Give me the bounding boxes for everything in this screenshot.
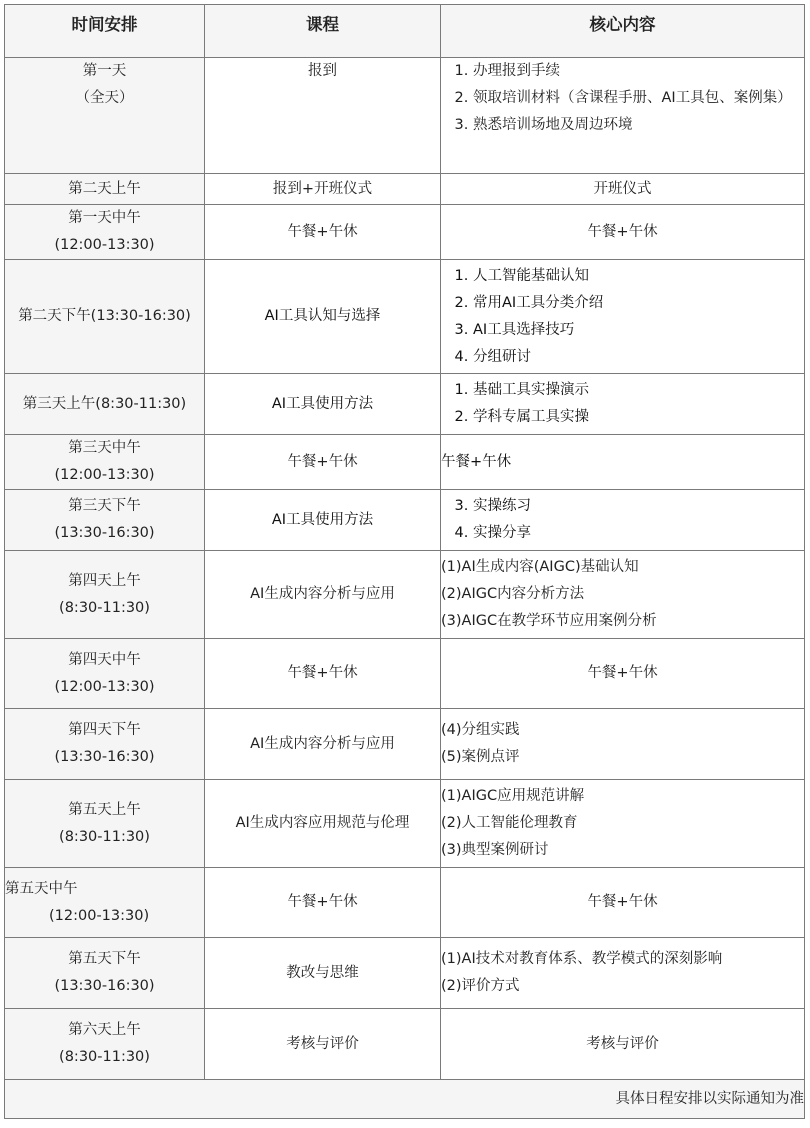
content-line: (2)AIGC内容分析方法 xyxy=(441,586,585,602)
course-cell: AI工具使用方法 xyxy=(205,374,441,435)
table-row xyxy=(5,780,805,868)
course-cell: 午餐+午休 xyxy=(205,639,441,709)
time-range: (12:00-13:30) xyxy=(54,467,155,483)
time-range: (13:30-16:30) xyxy=(54,978,155,994)
content-cell xyxy=(441,938,805,1009)
content-line: (2)人工智能伦理教育 xyxy=(441,815,578,831)
content-item: 2. 领取培训材料（含课程手册、AI工具包、案例集） xyxy=(473,85,804,112)
time-range: (12:00-13:30) xyxy=(54,678,155,695)
time-cell xyxy=(5,490,205,551)
header-course: 课程 xyxy=(205,5,441,58)
table-row xyxy=(5,938,805,1009)
content-line: (3)AIGC在教学环节应用案例分析 xyxy=(441,613,657,629)
course-cell: AI工具认知与选择 xyxy=(205,260,441,374)
content-cell: 午餐+午休 xyxy=(441,435,805,490)
content-item: 3. 熟悉培训场地及周边环境 xyxy=(473,112,804,139)
content-item: 4. 分组研讨 xyxy=(473,344,804,371)
schedule-table xyxy=(4,4,805,1119)
content-cell xyxy=(441,374,805,435)
time-range: (13:30-16:30) xyxy=(54,749,155,765)
content-line: (1)AIGC应用规范讲解 xyxy=(441,788,585,804)
content-cell xyxy=(441,709,805,780)
course-cell: AI生成内容分析与应用 xyxy=(205,709,441,780)
time-cell xyxy=(5,1009,205,1080)
course-cell: AI生成内容应用规范与伦理 xyxy=(205,780,441,868)
time-label: 第一天中午 xyxy=(68,210,141,226)
time-range: (12:00-13:30) xyxy=(54,237,155,253)
content-item: 1. 人工智能基础认知 xyxy=(473,263,804,290)
content-line: (1)AI技术对教育体系、教学模式的深刻影响 xyxy=(441,951,723,967)
content-item: 3. 实操练习 xyxy=(473,493,804,520)
time-cell xyxy=(5,205,205,260)
time-range: （全天） xyxy=(75,90,134,106)
table-row xyxy=(5,260,805,374)
time-cell xyxy=(5,260,205,374)
time-cell xyxy=(5,58,205,174)
header-content: 核心内容 xyxy=(441,5,805,58)
course-cell: 报到 xyxy=(205,58,441,174)
content-cell: 午餐+午休 xyxy=(441,868,805,938)
time-label: 第三天上午(8:30-11:30) xyxy=(22,395,187,412)
time-label: 第五天中午 xyxy=(5,880,78,897)
time-cell xyxy=(5,709,205,780)
content-cell xyxy=(441,780,805,868)
time-range: (8:30-11:30) xyxy=(59,599,150,616)
table-row xyxy=(5,709,805,780)
time-label: 第五天上午 xyxy=(68,801,141,818)
table-row xyxy=(5,868,805,938)
content-line: (1)AI生成内容(AIGC)基础认知 xyxy=(441,559,639,575)
content-cell: 考核与评价 xyxy=(441,1009,805,1080)
time-cell xyxy=(5,174,205,205)
content-item: 3. AI工具选择技巧 xyxy=(473,317,804,344)
content-item: 2. 常用AI工具分类介绍 xyxy=(473,290,804,317)
content-item: 1. 基础工具实操演示 xyxy=(473,377,804,404)
time-cell xyxy=(5,868,205,938)
table-row xyxy=(5,490,805,551)
course-cell: 午餐+午休 xyxy=(205,435,441,490)
time-label: 第四天中午 xyxy=(68,651,141,668)
content-item: 2. 学科专属工具实操 xyxy=(473,404,804,431)
note-row xyxy=(5,1080,805,1119)
content-cell xyxy=(441,490,805,551)
content-cell: 午餐+午休 xyxy=(441,639,805,709)
time-label: 第二天下午(13:30-16:30) xyxy=(18,308,191,324)
content-cell xyxy=(441,58,805,174)
table-row xyxy=(5,205,805,260)
time-label: 第六天上午 xyxy=(68,1022,141,1038)
table-row xyxy=(5,639,805,709)
table-row xyxy=(5,374,805,435)
time-cell xyxy=(5,551,205,639)
time-cell xyxy=(5,938,205,1009)
time-label: 第四天下午 xyxy=(68,722,141,738)
time-label: 第三天下午 xyxy=(68,498,141,514)
course-cell: 报到+开班仪式 xyxy=(205,174,441,205)
time-label: 第二天上午 xyxy=(68,180,141,197)
content-cell xyxy=(441,260,805,374)
time-range: (13:30-16:30) xyxy=(54,525,155,541)
header-time: 时间安排 xyxy=(5,5,205,58)
time-cell xyxy=(5,435,205,490)
time-range: (8:30-11:30) xyxy=(59,828,150,845)
content-line: (3)典型案例研讨 xyxy=(441,842,549,858)
content-line: (2)评价方式 xyxy=(441,978,520,994)
time-label: 第一天 xyxy=(82,63,127,79)
table-row xyxy=(5,58,805,174)
time-cell xyxy=(5,374,205,435)
course-cell: AI工具使用方法 xyxy=(205,490,441,551)
content-cell: 午餐+午休 xyxy=(441,205,805,260)
table-row xyxy=(5,174,805,205)
table-row xyxy=(5,551,805,639)
course-cell: 教改与思维 xyxy=(205,938,441,1009)
time-cell xyxy=(5,639,205,709)
content-item: 1. 办理报到手续 xyxy=(473,58,804,85)
content-cell: 开班仪式 xyxy=(441,174,805,205)
table-row xyxy=(5,435,805,490)
course-cell: 午餐+午休 xyxy=(205,205,441,260)
content-line: (4)分组实践 xyxy=(441,722,520,738)
course-cell: 考核与评价 xyxy=(205,1009,441,1080)
content-item: 4. 实操分享 xyxy=(473,520,804,547)
time-range: (12:00-13:30) xyxy=(49,907,150,924)
content-cell xyxy=(441,551,805,639)
content-line: (5)案例点评 xyxy=(441,749,520,765)
header-row xyxy=(5,5,805,58)
table-row xyxy=(5,1009,805,1080)
course-cell: 午餐+午休 xyxy=(205,868,441,938)
time-label: 第三天中午 xyxy=(68,440,141,456)
time-cell xyxy=(5,780,205,868)
course-cell: AI生成内容分析与应用 xyxy=(205,551,441,639)
time-range: (8:30-11:30) xyxy=(59,1049,150,1065)
time-label: 第四天上午 xyxy=(68,572,141,589)
schedule-note: 具体日程安排以实际通知为准 xyxy=(5,1080,805,1119)
time-label: 第五天下午 xyxy=(68,951,141,967)
